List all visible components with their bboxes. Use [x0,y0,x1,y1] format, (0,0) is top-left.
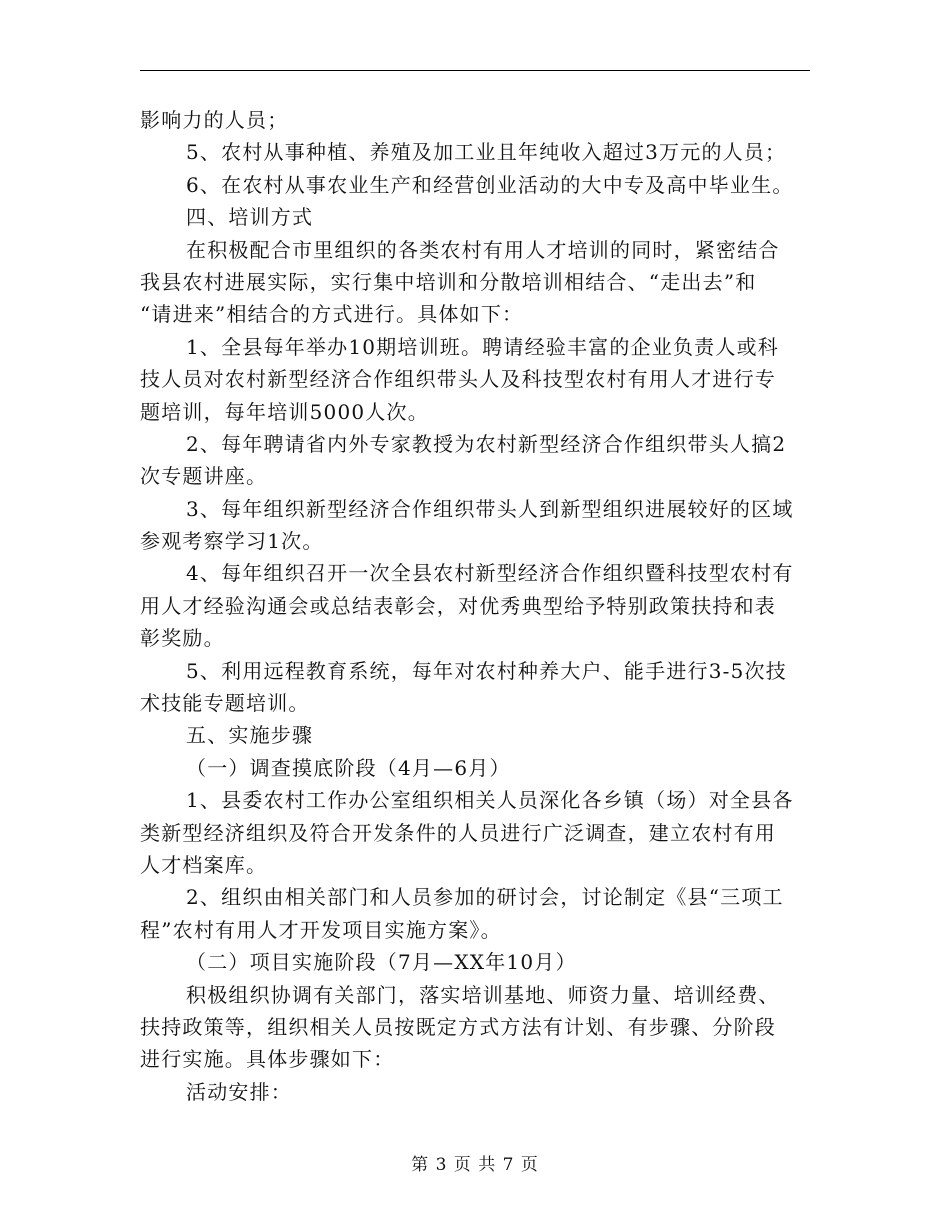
text-line: 术技能专题培训。 [140,691,310,716]
text-line: 五、实施步骤 [186,723,314,748]
text-line: （一）调查摸底阶段（4月—6月） [186,755,511,780]
text-line: 6、在农村从事农业生产和经营创业活动的大中专及高中毕业生。 [186,172,794,197]
text-line: 积极组织协调有关部门，落实培训基地、师资力量、培训经费、 [186,982,780,1007]
text-line: 程”农村有用人才开发项目实施方案》。 [140,917,502,942]
text-line: 5、利用远程教育系统，每年对农村种养大户、能手进行3-5次技 [186,658,787,683]
text-line: 四、培训方式 [186,205,314,230]
text-line: 1、全县每年举办10期培训班。聘请经验丰富的企业负责人或科 [186,334,779,359]
text-line: 2、每年聘请省内外专家教授为农村新型经济合作组织带头人搞2 [186,431,787,456]
text-line: 我县农村进展实际，实行集中培训和分散培训相结合、“走出去”和 [140,269,757,294]
text-line: 参观考察学习1次。 [140,529,324,554]
text-line: 1、县委农村工作办公室组织相关人员深化各乡镇（场）对全县各 [186,788,794,813]
text-line: 人才档案库。 [140,852,268,877]
text-line: 彰奖励。 [140,626,225,651]
text-line: 题培训，每年培训5000人次。 [140,399,429,424]
text-line: 在积极配合市里组织的各类农村有用人才培训的同时，紧密结合 [186,237,780,262]
text-line: 用人才经验沟通会或总结表彰会，对优秀典型给予特别政策扶持和表 [140,593,776,618]
text-line: 进行实施。具体步骤如下： [140,1047,395,1072]
text-line: 影响力的人员； [140,108,289,132]
text-line: 技人员对农村新型经济合作组织带头人及科技型农村有用人才进行专 [140,367,776,392]
text-line: 类新型经济组织及符合开发条件的人员进行广泛调查，建立农村有用 [140,820,776,845]
text-line: 2、组织由相关部门和人员参加的研讨会，讨论制定《县“三项工 [186,885,784,910]
text-line: 活动安排： [186,1079,292,1104]
text-line: 5、农村从事种植、养殖及加工业且年纯收入超过3万元的人员； [186,140,787,165]
text-line: 扶持政策等，组织相关人员按既定方式方法有计划、有步骤、分阶段 [140,1014,776,1039]
document-body [140,104,810,1108]
text-line: （二）项目实施阶段（7月—XX年10月） [186,950,577,975]
page-footer: 第 3 页 共 7 页 [411,1155,539,1175]
header-rule [140,70,810,71]
text-line: 3、每年组织新型经济合作组织带头人到新型组织进展较好的区域 [186,496,794,521]
text-line: “请进来”相结合的方式进行。具体如下： [140,302,524,327]
text-line: 4、每年组织召开一次全县农村新型经济合作组织暨科技型农村有 [186,561,794,586]
text-line: 次专题讲座。 [140,464,268,489]
